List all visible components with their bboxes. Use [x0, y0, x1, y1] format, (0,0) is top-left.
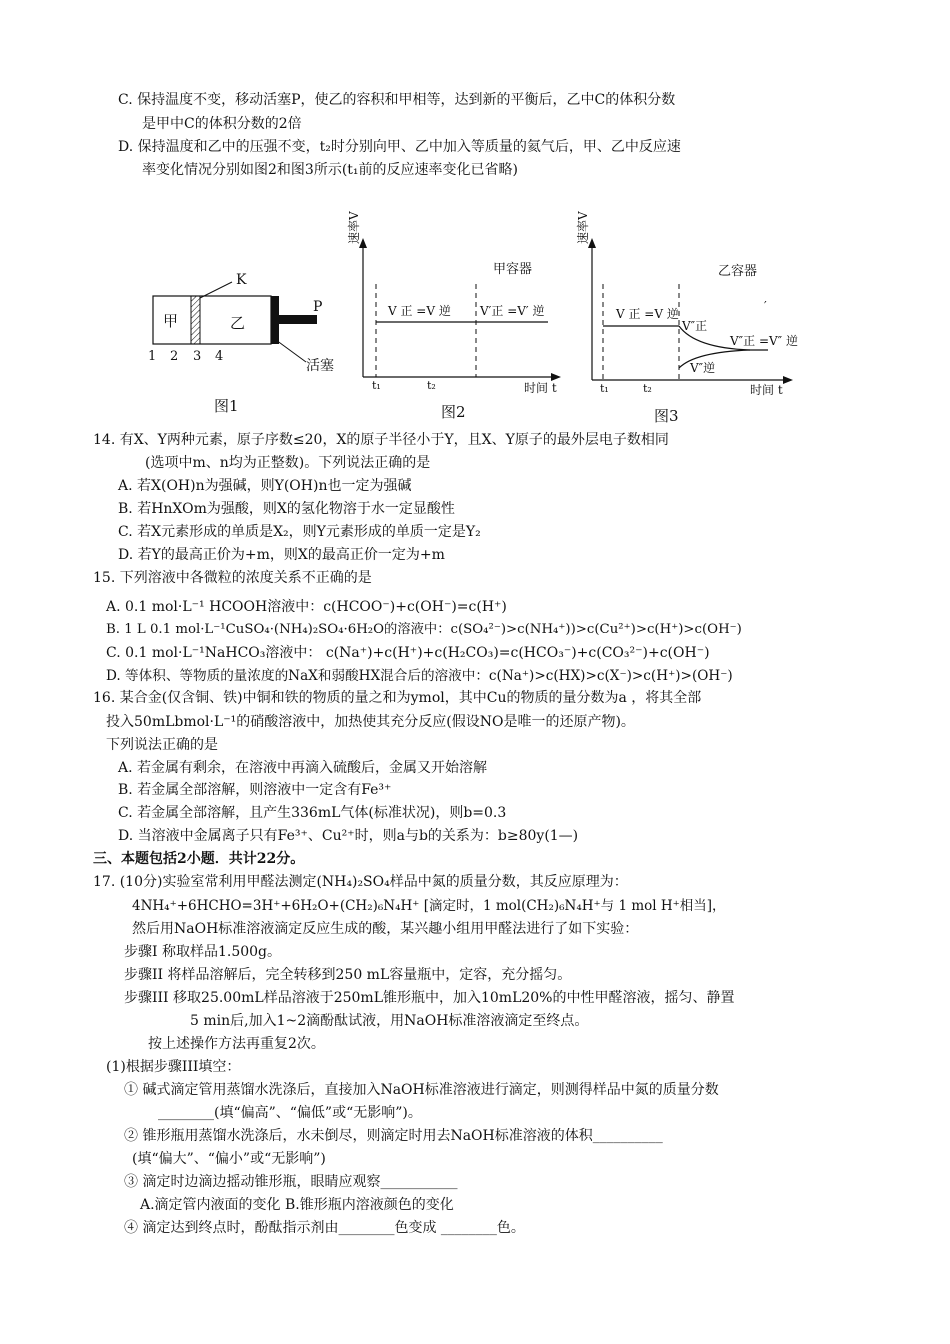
q16-option-d: D. 当溶液中金属离子只有Fe³⁺、Cu²⁺时，则a与b的关系为：b≥80y(1—) — [118, 828, 579, 844]
figure-2 — [346, 211, 561, 421]
x-arrow — [551, 373, 561, 381]
item-3: ③ 滴定时边滴边摇动锥形瓶，眼睛应观察___________ — [124, 1174, 458, 1190]
x-arrow — [783, 376, 793, 384]
item-1: ① 碱式滴定管用蒸馏水洗涤后，直接加入NaOH标准溶液进行滴定，则测得样品中氮的质量分数 — [124, 1082, 719, 1098]
eq-before: V 正 =V 逆 — [616, 307, 679, 321]
t2-label: t₂ — [643, 382, 652, 395]
figures-area — [0, 0, 950, 440]
scale-2: 2 — [170, 349, 179, 364]
option-c-line1: C. 保持温度不变，移动活塞P，使乙的容积和甲相等，达到新的平衡后，乙中C的体积分数 — [118, 92, 676, 108]
q14-stem: 14. 有X、Y两种元素，原子序数≤20，X的原子半径小于Y，且X、Y原子的最外层电子数相同 — [93, 432, 669, 448]
q16-option-b: B. 若金属全部溶解，则溶液中一定含有Fe³⁺ — [118, 782, 392, 798]
q17-stem-cont: 然后用NaOH标准溶液滴定反应生成的酸，某兴趣小组用甲醛法进行了如下实验： — [132, 921, 639, 937]
option-d-line1: D. 保持温度和乙中的压强不变，t₂时分别向甲、乙中加入等质量的氦气后，甲、乙中反应速 — [118, 139, 681, 155]
partition-k — [191, 296, 200, 344]
q16-stem: 16. 某合金(仅含铜、铁)中铜和铁的物质的量之和为ymol，其中Cu的物质的量分数为a ，将其全部 — [93, 690, 702, 706]
scale-3: 3 — [193, 349, 202, 364]
container-label: 甲容器 — [493, 262, 533, 277]
step-3-cont: 5 min后,加入1~2滴酚酞试液，用NaOH标准溶液滴定至终点。 — [190, 1013, 589, 1029]
q16-option-a: A. 若金属有剩余，在溶液中再滴入硫酸后，金属又开始溶解 — [118, 760, 488, 776]
repeat-note: 按上述操作方法再重复2次。 — [148, 1036, 325, 1052]
item-4: ④ 滴定达到终点时，酚酞指示剂由________色变成 ________色。 — [124, 1220, 525, 1236]
t2-label: t₂ — [427, 379, 436, 392]
q14-option-c: C. 若X元素形成的单质是X₂，则Y元素形成的单质一定是Y₂ — [118, 524, 481, 540]
part-1-heading: (1)根据步骤III填空： — [106, 1059, 241, 1075]
container-label: 乙容器 — [718, 264, 758, 279]
figure-1-caption: 图1 — [214, 397, 239, 415]
q16-prompt: 下列说法正确的是 — [106, 737, 218, 753]
figure-3-caption: 图3 — [654, 407, 679, 425]
q14-option-b: B. 若HnXOm为强酸，则X的氢化物溶于水一定显酸性 — [118, 501, 455, 517]
q16-option-c: C. 若金属全部溶解，且产生336mL气体(标准状况)，则b=0.3 — [118, 805, 507, 821]
y-axis-label: 速率V — [347, 211, 361, 244]
section-3-heading: 三、本题包括2小题．共计22分。 — [93, 851, 305, 867]
piston-plate — [271, 296, 279, 344]
eq-after: V′正 =V′ 逆 — [480, 304, 545, 318]
q15-option-b: B. 1 L 0.1 mol·L⁻¹CuSO₄·(NH₄)₂SO₄·6H₂O的溶液中：c(SO₄²⁻)>c(NH₄⁺))>c(Cu²⁺)>c(H⁺)>c(OH⁻) — [106, 622, 742, 637]
v-reverse-label: V″逆 — [690, 361, 716, 375]
scale-4: 4 — [215, 349, 224, 364]
t1-label: t₁ — [600, 382, 609, 395]
label-yi: 乙 — [230, 314, 246, 332]
piston-pointer — [276, 340, 306, 362]
label-p: P — [313, 299, 323, 315]
q14-option-a: A. 若X(OH)n为强碱，则Y(OH)n也一定为强碱 — [118, 478, 412, 494]
v-forward-label: V″正 — [682, 319, 708, 333]
label-k: K — [236, 272, 247, 288]
step-3: 步骤III 移取25.00mL样品溶液于250mL锥形瓶中，加入10mL20%的中性甲醛溶液，摇匀、静置 — [124, 990, 735, 1006]
q15-option-a: A. 0.1 mol·L⁻¹ HCOOH溶液中：c(HCOO⁻)+c(OH⁻)=c(H⁺) — [106, 599, 507, 615]
eq-before: V 正 =V 逆 — [388, 304, 451, 318]
q15-option-d: D. 等体积、等物质的量浓度的NaX和弱酸HX混合后的溶液中：c(Na⁺)>c(HX)>c(X⁻)>c(H⁺)>(OH⁻) — [106, 668, 733, 684]
step-2: 步骤II 将样品溶解后，完全转移到250 mL容量瓶中，定容，充分摇匀。 — [124, 967, 572, 983]
x-axis-label: 时间 t — [750, 383, 783, 397]
item-3-choices: A.滴定管内液面的变化 B.锥形瓶内溶液颜色的变化 — [140, 1197, 454, 1213]
q14-stem-cont: (选项中m、n均为正整数)。下列说法正确的是 — [145, 455, 431, 471]
label-piston: 活塞 — [306, 358, 334, 374]
eq-after: V″正 =V″ 逆 — [730, 334, 798, 348]
y-axis-label: 速率V — [576, 211, 590, 244]
figure-2-caption: 图2 — [441, 403, 466, 421]
figure-3 — [575, 211, 798, 425]
item-2: ② 锥形瓶用蒸馏水洗涤后，水未倒尽，则滴定时用去NaOH标准溶液的体积__________ — [124, 1128, 663, 1144]
t1-label: t₁ — [372, 379, 381, 392]
step-1: 步骤I 称取样品1.500g。 — [124, 944, 282, 960]
item-1-cont: ________(填“偏高”、“偏低”或“无影响”)。 — [158, 1105, 422, 1121]
prime-mark: ′ — [764, 299, 767, 313]
option-c-line2: 是甲中C的体积分数的2倍 — [142, 116, 302, 132]
scale-1: 1 — [148, 349, 157, 364]
item-2-cont: (填“偏大”、“偏小”或“无影响”) — [132, 1151, 326, 1167]
q16-stem-cont: 投入50mLbmol·L⁻¹的硝酸溶液中，加热使其充分反应(假设NO是唯一的还原产物)。 — [106, 714, 635, 730]
q17-stem: 17. (10分)实验室常利用甲醛法测定(NH₄)₂SO₄样品中氮的质量分数，其反应原理为： — [93, 874, 628, 890]
q15-option-c: C. 0.1 mol·L⁻¹NaHCO₃溶液中： c(Na⁺)+c(H⁺)+c(H₂CO₃)=c(HCO₃⁻)+c(CO₃²⁻)+c(OH⁻) — [106, 645, 710, 661]
q15-stem: 15. 下列溶液中各微粒的浓度关系不正确的是 — [93, 570, 372, 586]
label-jia: 甲 — [163, 312, 179, 330]
x-axis-label: 时间 t — [524, 381, 557, 395]
piston-rod — [279, 315, 317, 324]
q14-option-d: D. 若Y的最高正价为+m，则X的最高正价一定为+m — [118, 547, 445, 563]
figure-1 — [148, 272, 334, 415]
q17-equation: 4NH₄⁺+6HCHO=3H⁺+6H₂O+(CH₂)₆N₄H⁺ [滴定时，1 mol(CH₂)₆N₄H⁺与 1 mol H⁺相当]， — [132, 898, 726, 914]
option-d-line2: 率变化情况分别如图2和图3所示(t₁前的反应速率变化已省略) — [142, 162, 518, 178]
